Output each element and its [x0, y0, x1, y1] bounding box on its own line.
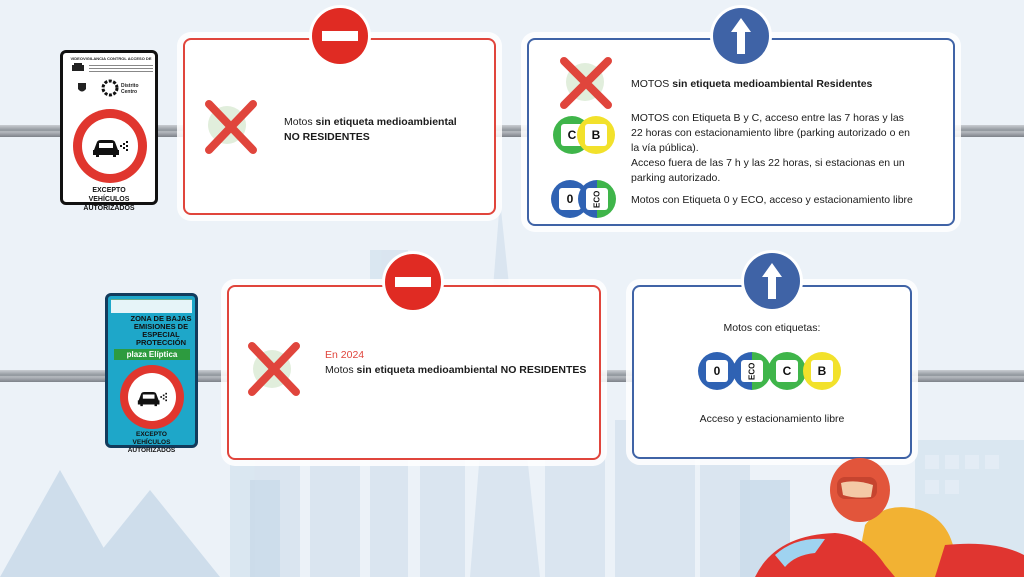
motorcyclist-illustration [745, 455, 1024, 577]
red-cross-icon [246, 342, 302, 396]
district-label: Distrito Centro [121, 83, 139, 95]
sign-header: VIDEOVIGILANCIA CONTROL ACCESO DE [70, 56, 152, 61]
arrow-up-icon [744, 253, 800, 309]
arrow-up-icon [713, 8, 769, 64]
year-label: En 2024 [325, 349, 365, 361]
label-b-icon [577, 116, 615, 154]
label-c-text: C [776, 360, 798, 382]
label-0-icon [698, 352, 736, 390]
red-cross-icon [558, 57, 614, 109]
allowed-item-residents [631, 77, 941, 92]
label-c-text: C [561, 124, 583, 146]
text-0-eco: Motos con Etiqueta 0 y ECO, acceso y estacionamiento libre [631, 194, 913, 206]
allowed-item-0-eco [631, 193, 931, 208]
sign-fine-print [89, 63, 153, 77]
text-bold: sin etiqueta medioambiental Residentes [672, 78, 873, 90]
no-entry-icon [385, 254, 441, 310]
allowed-item-bc [631, 111, 916, 186]
forbidden-text-top [284, 115, 484, 145]
sign-caption: EXCEPTO VEHÍCULOS AUTORIZADOS [127, 431, 176, 454]
zbe-sign [105, 293, 198, 454]
car-emissions-icon [135, 387, 169, 407]
distrito-centro-logo-icon [101, 79, 119, 97]
city-crest-icon [77, 82, 87, 94]
text-prefix: Motos [284, 116, 316, 128]
sign-fine-print [111, 299, 192, 313]
label-b-text: B [585, 124, 607, 146]
text-non-residents: NO RESIDENTES [284, 131, 370, 143]
allowed-footer-bottom: Acceso y estacionamiento libre [699, 413, 845, 425]
zbe-place-label: plaza Elíptica [114, 349, 190, 360]
access-control-sign [60, 50, 158, 212]
label-b-text: B [811, 360, 833, 382]
madrid-logo-icon [71, 62, 85, 72]
text-bc-hours: MOTOS con Etiqueta B y C, acceso entre las 7 horas y las 22 horas con estacionamiento libre (parking autorizado o en la vía pública). [631, 112, 911, 154]
car-emissions-icon [90, 134, 130, 158]
text-bold: sin etiqueta medioambiental [315, 116, 457, 128]
zbe-title: ZONA DE BAJAS EMISIONES DE ESPECIAL PROTECCIÓN [130, 314, 192, 347]
label-eco-text: ECO [741, 360, 763, 382]
label-eco-text: ECO [586, 188, 608, 210]
text-bc-outside-hours: Acceso fuera de las 7 h y las 22 horas, si estacionas en un parking autorizado. [631, 157, 905, 184]
prohibition-sign [73, 109, 147, 183]
no-entry-icon [312, 8, 368, 64]
forbidden-text-bottom [325, 348, 595, 378]
red-cross-icon [203, 100, 259, 154]
text-bold: sin etiqueta medioambiental NO RESIDENTES [356, 364, 587, 376]
text-prefix: MOTOS [631, 78, 673, 90]
sign-caption: EXCEPTO VEHÍCULOS AUTORIZADOS [83, 187, 135, 212]
label-c-icon [768, 352, 806, 390]
label-0-text: 0 [706, 360, 728, 382]
label-eco-icon [733, 352, 771, 390]
prohibition-sign [120, 365, 184, 429]
label-eco-icon [578, 180, 616, 218]
allowed-title-bottom: Motos con etiquetas: [723, 322, 821, 334]
label-0-text: 0 [559, 188, 581, 210]
label-b-icon [803, 352, 841, 390]
text-prefix: Motos [325, 364, 357, 376]
